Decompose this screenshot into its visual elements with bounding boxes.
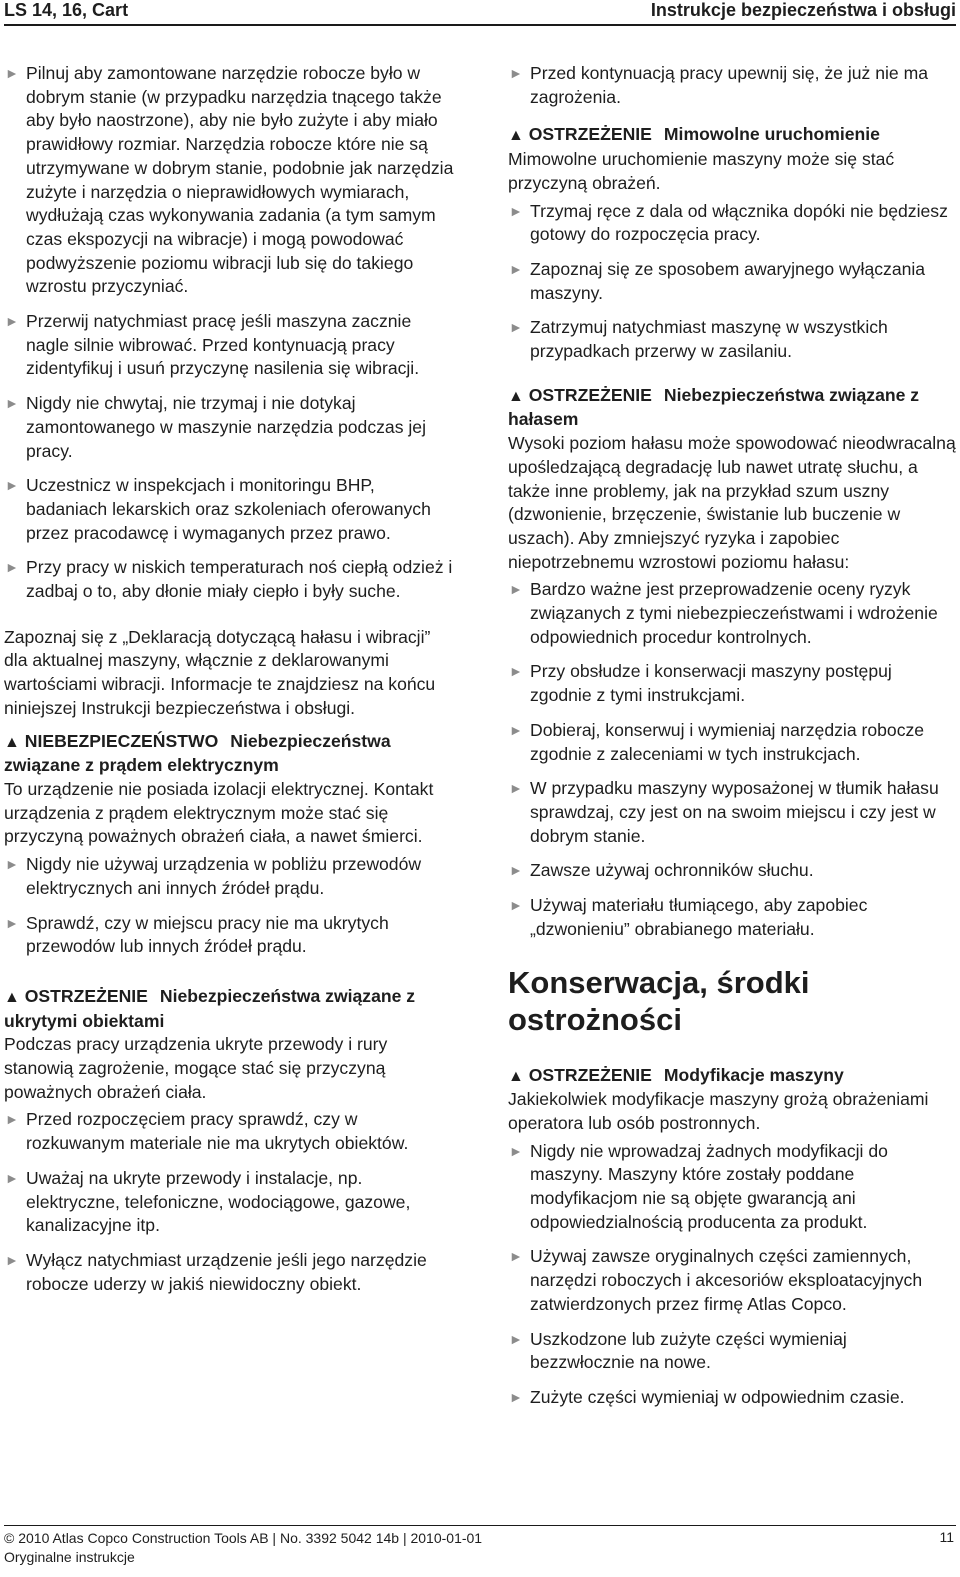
list-item: ► Bardzo ważne jest przeprowadzenie oceny ryzyk związanych z tymi niebezpieczeństwami i wdrożenie odpowiednich procedur kontrolnych. [509, 579, 938, 647]
warning-heading [508, 1064, 956, 1089]
list-item: ► Używaj materiału tłumiącego, aby zapobiec „dzwonieniu” obrabianego materiału. [509, 895, 868, 939]
warning-body: To urządzenie nie posiada izolacji elektrycznej. Kontakt urządzenia z prądem elektrycznym może stać się przyczyną poważnych obrażeń ciała, a nawet śmierci. [4, 778, 434, 847]
warning-heading [4, 985, 456, 1033]
warning-title: Modyfikacje maszyny [663, 1064, 844, 1085]
warning-body: Wysoki poziom hałasu może spowodować nieodwracalną upośledzającą degradację lub nawet utratę słuchu, a także inne problemy, jak na przykład szum uszny (dzwonienie, brzęczenie, świstanie lub buczenie w uszach). Aby zmniejszyć ryzyka i zapobiec niepotrzebnemu wzrostowi poziomu hałasu: [508, 433, 956, 572]
bullet-arrow-icon: ► [5, 477, 19, 494]
warning-triangle-icon: ▲ [4, 733, 20, 751]
declaration-paragraph: Zapoznaj się z „Deklaracją dotyczącą hałasu i wibracji” dla aktualnej maszyny, włącznie z deklarowanymi wartościami wibracji. Informacje te znajdziesz na końcu niniejszej Instrukcji bezpieczeństwa i obsługi. [4, 626, 436, 718]
list-item: ► Przy pracy w niskich temperaturach noś ciepłą odzież i zadbaj o to, aby dłonie miały ciepło i były suche. [5, 557, 453, 602]
warning-body: Mimowolne uruchomienie maszyny może się stać przyczyną obrażeń. [508, 149, 895, 193]
list-item: ► Uważaj na ukryte przewody i instalacje, np. elektryczne, telefoniczne, wodociągowe, gazowe, kanalizacyjne itp. [5, 1167, 411, 1236]
bullet-arrow-icon: ► [509, 1388, 523, 1405]
list-item: ► Uszkodzone lub zużyte części wymieniaj bezzwłocznie na nowe. [509, 1328, 847, 1373]
warning-keyword: NIEBEZPIECZEŃSTWO [24, 730, 219, 751]
bullet-arrow-icon: ► [509, 862, 523, 879]
footer-note: Oryginalne instrukcje [4, 1549, 135, 1565]
list-item: ► Uczestnicz w inspekcjach i monitoringu BHP, badaniach lekarskich oraz szkoleniach oferowanych przez pracodawcę i wymaganych przez prawo. [5, 475, 431, 543]
list-item: ► Zapoznaj się ze sposobem awaryjnego wyłączania maszyny. [509, 258, 926, 303]
bullet-arrow-icon: ► [5, 1169, 19, 1186]
warning-body: Podczas pracy urządzenia ukryte przewody i rury stanowią zagrożenie, mogące stać się przyczyną poważnych obrażeń ciała. [4, 1034, 388, 1102]
bullet-arrow-icon: ► [5, 559, 19, 576]
list-item: ► Trzymaj ręce z dala od włącznika dopóki nie będziesz gotowy do rozpoczęcia pracy. [509, 200, 948, 245]
right-column [508, 62, 956, 1421]
warning-triangle-icon: ▲ [4, 988, 20, 1006]
list-item: ► Dobieraj, konserwuj i wymieniaj narzędzia robocze zgodnie z zaleceniami w tych instrukcjach. [509, 719, 925, 764]
bullet-arrow-icon: ► [509, 202, 523, 219]
bullet-arrow-icon: ► [509, 663, 523, 680]
warning-triangle-icon: ▲ [508, 387, 524, 405]
bullet-arrow-icon: ► [509, 319, 523, 336]
bullet-arrow-icon: ► [5, 1251, 19, 1268]
list-item: ► Nigdy nie chwytaj, nie trzymaj i nie dotykaj zamontowanego w maszynie narzędzia podczas jej pracy. [5, 393, 426, 461]
bullet-arrow-icon: ► [509, 1248, 523, 1265]
warning-triangle-icon: ▲ [508, 1067, 524, 1085]
list-item: ► Nigdy nie używaj urządzenia w pobliżu przewodów elektrycznych ani innych źródeł prądu. [5, 854, 422, 898]
bullet-arrow-icon: ► [509, 1330, 523, 1347]
bullet-arrow-icon: ► [5, 313, 19, 330]
footer-info [4, 1529, 482, 1567]
warning-title: Niebezpieczeństwa związane z prądem elektrycznym [4, 730, 391, 776]
list-item: ► Zużyte części wymieniaj w odpowiednim czasie. [508, 1386, 956, 1410]
list-item: ► Sprawdź, czy w miejscu pracy nie ma ukrytych przewodów lub innych źródeł prądu. [5, 912, 389, 957]
page-number: 11 [939, 1529, 954, 1545]
bullet-arrow-icon: ► [5, 856, 19, 873]
bullet-arrow-icon: ► [5, 395, 19, 412]
list-item: ► Przed kontynuacją pracy upewnij się, że już nie ma zagrożenia. [509, 63, 929, 107]
warning-title: Mimowolne uruchomienie [663, 124, 880, 145]
page-header [4, 0, 956, 22]
bullet-arrow-icon: ► [5, 1111, 19, 1128]
bullet-arrow-icon: ► [509, 260, 523, 277]
bullet-arrow-icon: ► [5, 914, 19, 931]
list-item: ► Przerwij natychmiast pracę jeśli maszyna zacznie nagle silnie wibrować. Przed kontynuacją pracy zidentyfikuj i usuń przyczynę nasilenia się wibracji. [5, 311, 420, 379]
bullet-arrow-icon: ► [5, 65, 19, 81]
left-column [4, 62, 456, 1307]
warning-body: Jakiekolwiek modyfikacje maszyny grożą obrażeniami operatora lub osób postronnych. [508, 1089, 929, 1133]
header-title: Instrukcje bezpieczeństwa i obsługi [650, 0, 956, 20]
warning-title: Niebezpieczeństwa związane z hałasem [508, 384, 920, 430]
warning-title: Niebezpieczeństwa związane z ukrytymi obiektami [4, 985, 416, 1031]
list-item: ► Zatrzymuj natychmiast maszynę w wszystkich przypadkach przerwy w zasilaniu. [509, 317, 888, 362]
bullet-arrow-icon: ► [509, 581, 523, 598]
header-product: LS 14, 16, Cart [4, 0, 129, 20]
list-item: ► Nigdy nie wprowadzaj żadnych modyfikacji do maszyny. Maszyny które zostały poddane modyfikacjom nie są objęte gwarancją ani odpowiedzialnością producenta za produkt. [509, 1140, 888, 1232]
section-heading: Konserwacja, środki ostrożności [508, 964, 810, 1037]
bullet-arrow-icon: ► [509, 65, 523, 81]
warning-heading [508, 384, 956, 432]
warning-keyword: OSTRZEŻENIE [528, 384, 652, 405]
warning-heading [4, 730, 456, 778]
bullet-arrow-icon: ► [509, 721, 523, 738]
bullet-arrow-icon: ► [509, 780, 523, 797]
bullet-arrow-icon: ► [509, 1142, 523, 1159]
list-item: ► Przed rozpoczęciem pracy sprawdź, czy w rozkuwanym materiale nie ma ukrytych obiektów. [5, 1109, 409, 1154]
list-item: ► W przypadku maszyny wyposażonej w tłumik hałasu sprawdzaj, czy jest on na swoim miejscu i czy jest w dobrym stanie. [509, 778, 939, 846]
warning-keyword: OSTRZEŻENIE [528, 1064, 652, 1085]
warning-triangle-icon: ▲ [508, 127, 524, 145]
bullet-arrow-icon: ► [509, 897, 523, 914]
warning-keyword: OSTRZEŻENIE [528, 124, 652, 145]
list-item: ► Używaj zawsze oryginalnych części zamiennych, narzędzi roboczych i akcesoriów eksploatacyjnych zatwierdzonych przez firmę Atlas Copco. [509, 1246, 923, 1314]
warning-heading [508, 123, 956, 148]
list-item: ► Zawsze używaj ochronników słuchu. [508, 859, 956, 883]
list-item: ► Przy obsłudze i konserwacji maszyny postępuj zgodnie z tymi instrukcjami. [509, 661, 892, 706]
list-item: ► Pilnuj aby zamontowane narzędzie robocze było w dobrym stanie (w przypadku narzędzia tnącego także aby było naostrzone), aby nie było zużyte i aby miało prawidłowy rozmiar. Narzędzia robocze które nie są utrzymywane w dobrym stanie, podobnie jak narzędzia zużyte i narzędzia o nieprawidłowych wymiarach, wydłużają czas wykonywania zadania (a tym samym czas ekspozycji na wibracje) i mogą powodować podwyższenie poziomu wibracji lub się do takiego wzrostu przyczyniać. [5, 63, 454, 297]
header-divider [4, 24, 956, 26]
list-item: ► Wyłącz natychmiast urządzenie jeśli jego narzędzie robocze uderzy w jakiś niewidoczny obiekt. [5, 1249, 427, 1294]
footer-copyright: © 2010 Atlas Copco Construction Tools AB | No. 3392 5042 14b | 2010-01-01 [4, 1530, 483, 1546]
footer-divider [4, 1525, 956, 1526]
warning-keyword: OSTRZEŻENIE [24, 985, 148, 1006]
